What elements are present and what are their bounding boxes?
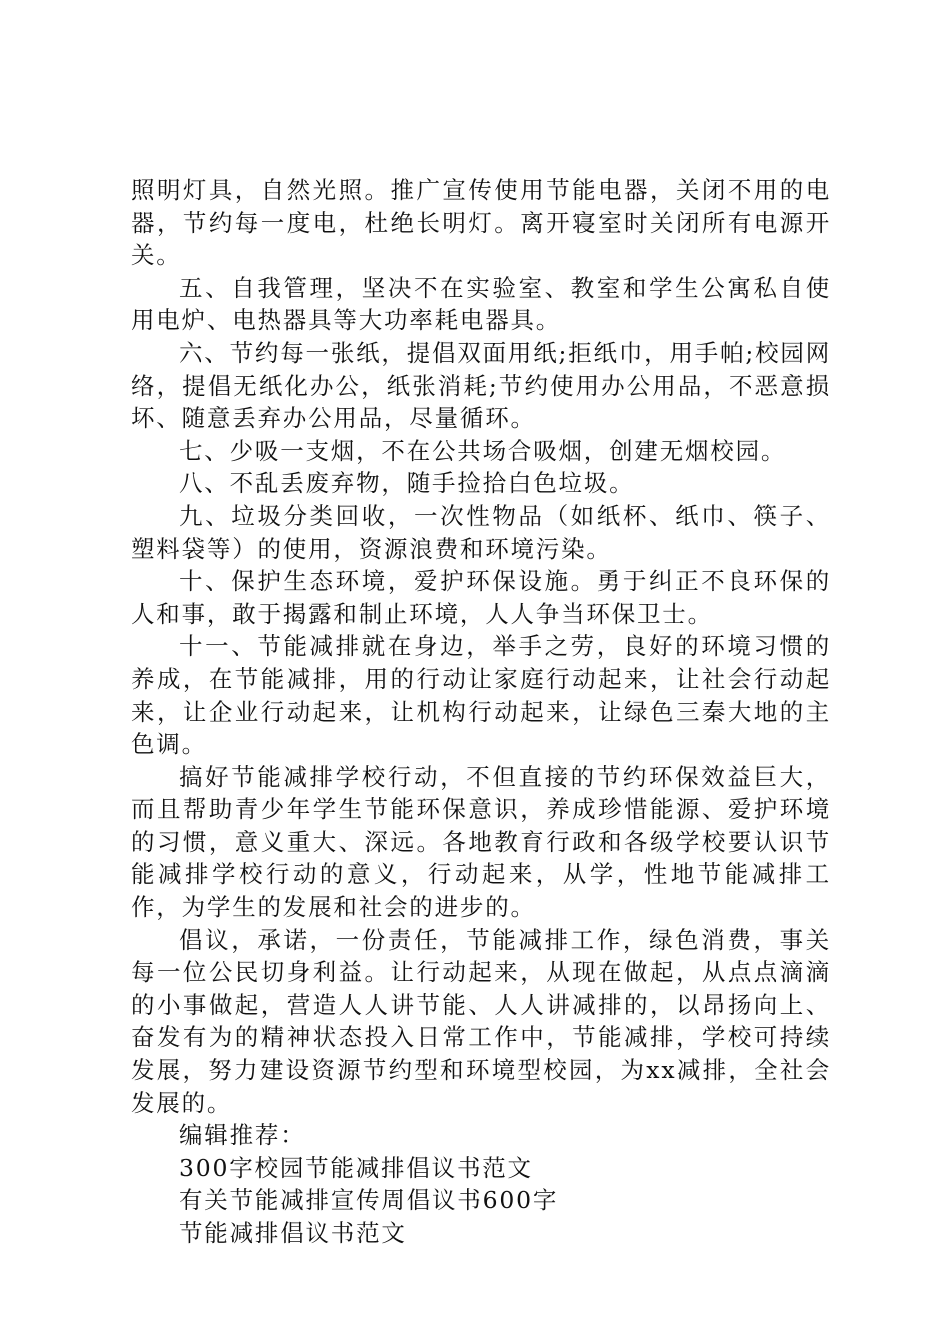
paragraph: 照明灯具，自然光照。推广宣传使用节能电器，关闭不用的电器，节约每一度电，杜绝长明灯。离开寝室时关闭所有电源开关。 [131,176,831,270]
paragraph: 倡议，承诺，一份责任，节能减排工作，绿色消费，事关每一位公民切身利益。让行动起来，从现在做起，从点点滴滴的小事做起，营造人人讲节能、人人讲减排的，以昂扬向上、奋发有为的精神状态投入日常工作中，节能减排，学校可持续发展，努力建设资源节约型和环境型校园，为xx减排，全社会发展的。 [131,925,831,1117]
paragraph: 八、不乱丢废弃物，随手捡拾白色垃圾。 [179,469,635,498]
recommend-section [131,1119,831,1249]
recommend-link[interactable]: 有关节能减排宣传周倡议书600字 [179,1186,559,1215]
paragraph: 五、自我管理，坚决不在实验室、教室和学生公寓私自使用电炉、电热器具等大功率耗电器具。 [131,273,831,335]
paragraph: 十一、节能减排就在身边，举手之劳，良好的环境习惯的养成，在节能减排，用的行动让家庭行动起来，让社会行动起来，让企业行动起来，让机构行动起来，让绿色三秦大地的主色调。 [131,632,831,759]
document-body [131,174,831,1250]
recommend-link[interactable]: 300字校园节能减排倡议书范文 [179,1153,533,1182]
recommend-link[interactable]: 节能减排倡议书范文 [179,1219,407,1247]
paragraph: 十、保护生态环境，爱护环保设施。勇于纠正不良环保的人和事，敢于揭露和制止环境，人人争当环保卫士。 [131,567,831,628]
paragraph: 搞好节能减排学校行动，不但直接的节约环保效益巨大，而且帮助青少年学生节能环保意识，养成珍惜能源、爱护环境的习惯，意义重大、深远。各地教育行政和各级学校要认识节能减排学校行动的意义，行动起来，从学，性地节能减排工作，为学生的发展和社会的进步的。 [131,762,831,922]
paragraph: 六、节约每一张纸，提倡双面用纸;拒纸巾，用手帕;校园网络，提倡无纸化办公，纸张消耗;节约使用办公用品，不恶意损坏、随意丢弃办公用品，尽量循环。 [131,338,831,433]
paragraph: 九、垃圾分类回收，一次性物品（如纸杯、纸巾、筷子、塑料袋等）的使用，资源浪费和环境污染。 [131,501,831,563]
recommend-heading: 编辑推荐： [179,1121,306,1150]
paragraph: 七、少吸一支烟，不在公共场合吸烟，创建无烟校园。 [179,436,787,465]
